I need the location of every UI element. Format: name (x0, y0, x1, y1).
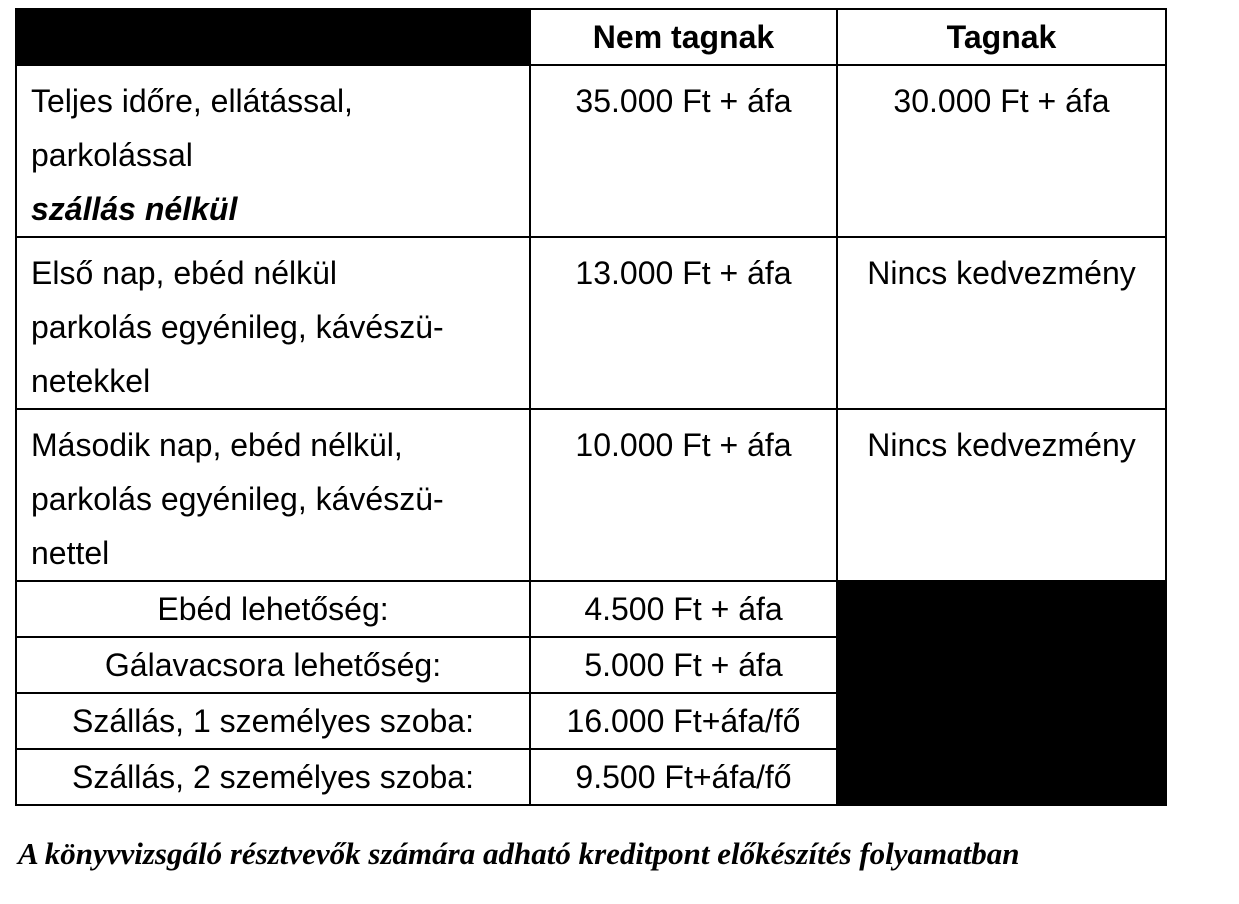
table-row (16, 237, 1166, 409)
footer-note: A könyvvizsgáló résztvevők számára adható kreditpont előkészítés folyamatban (18, 836, 1020, 871)
description-line: Első nap, ebéd nélkül (31, 255, 337, 291)
extra-price: 4.500 Ft + áfa (530, 581, 837, 637)
member-price: 30.000 Ft + áfa (837, 65, 1166, 237)
non-member-price: 13.000 Ft + áfa (530, 237, 837, 409)
extra-label: Ebéd lehetőség: (16, 581, 530, 637)
extra-price: 16.000 Ft+áfa/fő (530, 693, 837, 749)
table-row (16, 581, 1166, 637)
description-emphasis: szállás nélkül (31, 191, 238, 227)
price-table (15, 8, 1167, 806)
member-price: Nincs kedvezmény (837, 409, 1166, 581)
description-line: nettel (31, 535, 110, 571)
header-member: Tagnak (837, 9, 1166, 65)
description-line: parkolással (31, 137, 193, 173)
description-line: parkolás egyénileg, kávészü- (31, 309, 444, 345)
table-header-row (16, 9, 1166, 65)
filled-black-cell (837, 581, 1166, 805)
extra-price: 9.500 Ft+áfa/fő (530, 749, 837, 805)
description-line: Második nap, ebéd nélkül, (31, 427, 403, 463)
description-line: Teljes időre, ellátással, (31, 83, 353, 119)
table-row (16, 65, 1166, 237)
description-line: parkolás egyénileg, kávészü- (31, 481, 444, 517)
row-description (16, 409, 530, 581)
row-description (16, 237, 530, 409)
row-description (16, 65, 530, 237)
description-line: netekkel (31, 363, 151, 399)
extra-label: Szállás, 1 személyes szoba: (16, 693, 530, 749)
extra-label: Szállás, 2 személyes szoba: (16, 749, 530, 805)
non-member-price: 35.000 Ft + áfa (530, 65, 837, 237)
header-blank-cell (16, 9, 530, 65)
extra-label: Gálavacsora lehetőség: (16, 637, 530, 693)
header-non-member: Nem tagnak (530, 9, 837, 65)
table-row (16, 409, 1166, 581)
extra-price: 5.000 Ft + áfa (530, 637, 837, 693)
non-member-price: 10.000 Ft + áfa (530, 409, 837, 581)
member-price: Nincs kedvezmény (837, 237, 1166, 409)
